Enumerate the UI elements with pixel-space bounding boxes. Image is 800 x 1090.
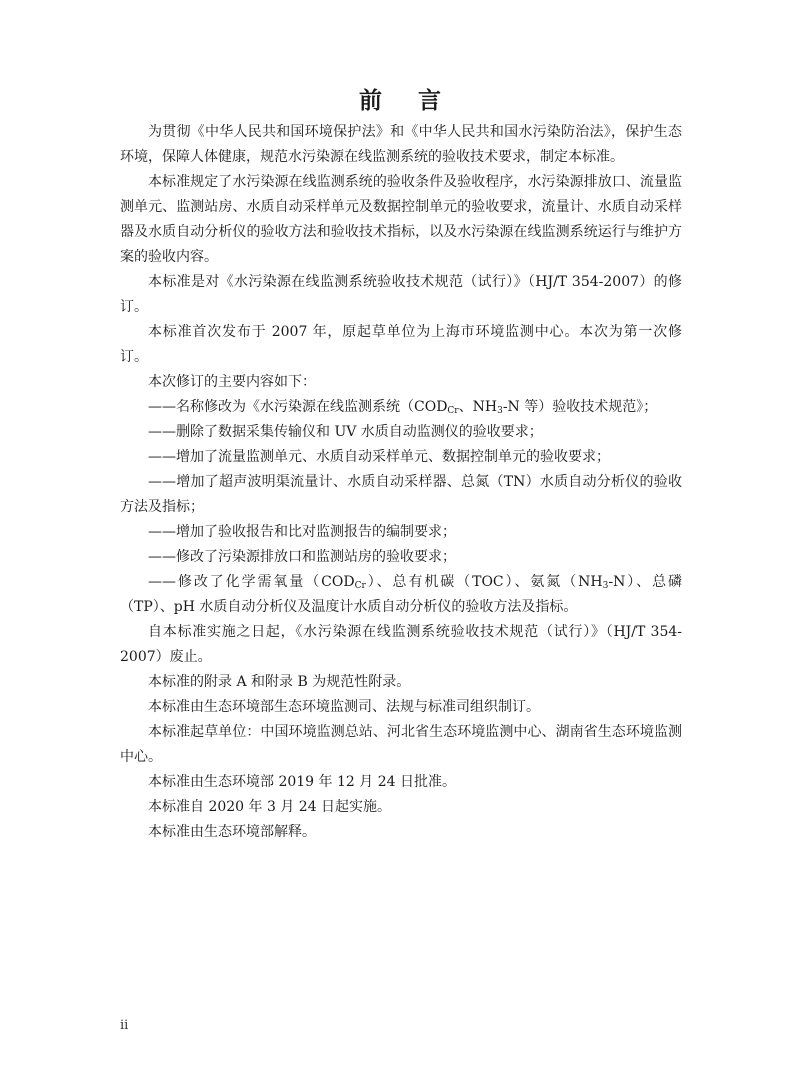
paragraph-abolish: 自本标准实施之日起，《水污染源在线监测系统验收技术规范（试行）》（HJ/T 354-2007）废止。	[120, 624, 682, 665]
paragraph-revision-of: 本标准是对《水污染源在线监测系统验收技术规范（试行）》（HJ/T 354-2007）的修订。	[120, 274, 682, 315]
paragraph-appendix: 本标准的附录 A 和附录 B 为规范性附录。	[148, 674, 411, 690]
paragraph-effective: 本标准自 2020 年 3 月 24 日起实施。	[148, 799, 392, 815]
page-number: ii	[120, 1018, 129, 1033]
revision-item-added-units: ——增加了流量监测单元、水质自动采样单元、数据控制单元的验收要求；	[148, 449, 610, 465]
paragraph-history: 本标准首次发布于 2007 年，原起草单位为上海市环境监测中心。本次为第一次修订。	[120, 324, 682, 365]
paragraph-revision-intro: 本次修订的主要内容如下：	[148, 374, 316, 390]
paragraph-approval: 本标准由生态环境部 2019 年 12 月 24 日批准。	[148, 774, 456, 790]
revision-item-modified-methods: ——修改了化学需氧量$(COD_{Cr})$、总有机碳（TOC）、氨氮$(NH_3-N)$、总磷（TP）、pH 水质自动分析仪及温度计水质自动分析仪的验收方法及指标。	[120, 574, 682, 615]
page-title: 前 言	[358, 87, 455, 114]
revision-item-modified-outlet: ——修改了污染源排放口和监测站房的验收要求；	[148, 549, 456, 565]
paragraph-organizer: 本标准由生态环境部生态环境监测司、法规与标准司组织制订。	[148, 699, 540, 715]
paragraph-scope: 本标准规定了水污染源在线监测系统的验收条件及验收程序，水污染源排放口、流量监测单元、监测站房、水质自动采样单元及数据控制单元的验收要求，流量计、水质自动采样器及水质自动分析仪的验收方法和验收技术指标，以及水污染源在线监测系统运行与维护方案的验收内容。	[120, 174, 682, 265]
paragraph-drafters: 本标准起草单位：中国环境监测总站、河北省生态环境监测中心、湖南省生态环境监测中心。	[120, 724, 682, 765]
revision-item-deleted: ——删除了数据采集传输仪和 UV 水质自动监测仪的验收要求；	[148, 424, 543, 440]
revision-item-name-change: ——名称修改为《水污染源在线监测系统（$COD_{Cr}$、$NH_3-N$ 等）验收技术规范》；	[148, 399, 658, 416]
preface-body	[120, 120, 682, 845]
revision-item-added-reports: ——增加了验收报告和比对监测报告的编制要求；	[148, 524, 456, 540]
paragraph-interpretation: 本标准由生态环境部解释。	[148, 824, 316, 840]
paragraph-purpose: 为贯彻《中华人民共和国环境保护法》和《中华人民共和国水污染防治法》，保护生态环境，保障人体健康，规范水污染源在线监测系统的验收技术要求，制定本标准。	[120, 124, 682, 165]
revision-item-added-instruments: ——增加了超声波明渠流量计、水质自动采样器、总氮（TN）水质自动分析仪的验收方法及指标；	[120, 474, 682, 515]
